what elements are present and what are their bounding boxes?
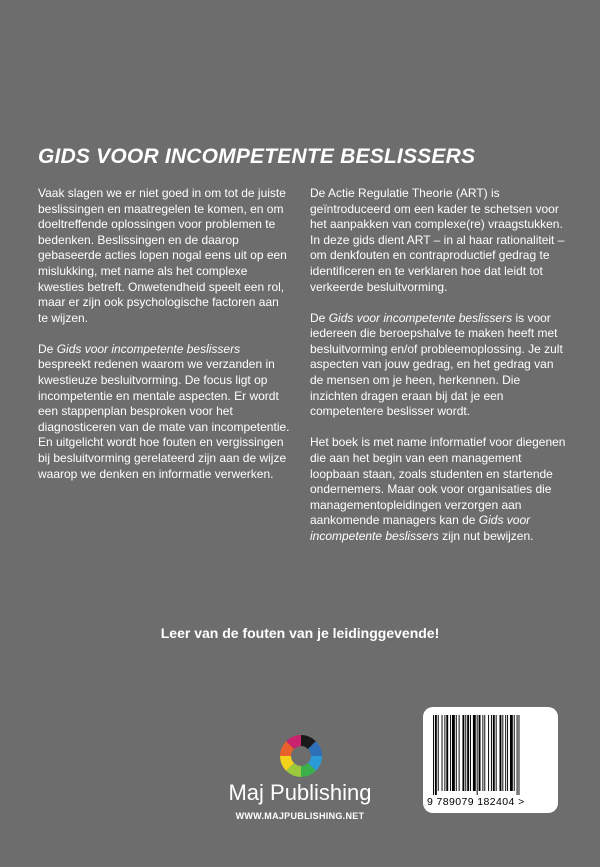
barcode-bar xyxy=(479,715,481,791)
barcode-bar xyxy=(465,715,466,791)
barcode-panel xyxy=(423,707,558,813)
barcode-bar xyxy=(510,715,513,791)
barcode-bar xyxy=(482,715,483,791)
book-title-italic: Gids voor incompetente beslissers xyxy=(56,341,241,356)
barcode-bar xyxy=(467,715,469,791)
barcode-bar xyxy=(444,715,445,791)
barcode-bar xyxy=(507,715,508,791)
right-paragraph-3 xyxy=(310,435,566,544)
text-rest: is voor iedereen die beroepshalve te maken heeft met besluitvorming en/of probleemoplossing. Je zult aspecten van jouw gedrag, en het gedrag van de mensen om je heen, herkennen. Die inzichten dragen eraan bij dat je een competentere beslisser wordt. xyxy=(310,310,563,419)
right-paragraph-2 xyxy=(310,311,566,420)
barcode-bar xyxy=(452,715,455,791)
barcode-bar xyxy=(500,715,502,791)
publisher-name: Maj Publishing xyxy=(228,780,372,805)
barcode-bar xyxy=(470,715,471,791)
barcode-bar xyxy=(493,715,495,791)
tagline: Leer van de fouten van je leidinggevende! xyxy=(160,625,440,641)
barcode-bar xyxy=(505,715,506,791)
left-column xyxy=(38,186,292,498)
barcode-digits: 9 789079 182404 > xyxy=(427,796,525,808)
barcode-bar xyxy=(473,715,476,791)
text-prefix: Het boek is met name informatief voor diegenen die aan het begin van een management loopbaan staan, zoals studenten en startende ondernemers. Maar ook voor organisaties die managementopleidingen verzorgen aan aankomende managers kan de xyxy=(310,435,566,528)
barcode-bar xyxy=(438,715,439,791)
left-paragraph-2 xyxy=(38,342,292,482)
book-title: GIDS VOOR INCOMPETENTE BESLISSERS xyxy=(38,145,476,168)
barcode-bar xyxy=(491,715,492,791)
text-prefix: De xyxy=(310,310,329,325)
barcode-bar xyxy=(477,715,478,795)
barcode-bar xyxy=(442,715,443,791)
barcode-bar xyxy=(435,715,437,795)
text-rest: bespreekt redenen waarom we verzanden in kwestieuze besluitvorming. De focus ligt op incompetentie en mentale aspecten. Er wordt een stappenplan besproken voor het diagnosticeren van de mate van incompetentie. En uitgelicht wordt hoe fouten en vergissingen bij besluitvorming gerelateerd zijn aan de wijze waarop we denken en informatie verwerken. xyxy=(38,357,290,481)
barcode xyxy=(431,715,550,795)
barcode-bar xyxy=(502,715,503,791)
right-column xyxy=(310,186,566,560)
left-paragraph-1: Vaak slagen we er niet goed in om tot de juiste beslissingen en maatregelen te komen, en om doeltreffende oplossingen voor problemen te bedenken. Beslissingen en de daarop gebaseerde acties lopen nogal eens uit op een mislukking, met name als het complexe kwesties betreft. Onwetendheid speelt een rol, maar er zijn ook psychologische factoren aan te wijzen. xyxy=(38,186,287,325)
barcode-bar xyxy=(459,715,460,791)
text-prefix: De xyxy=(38,341,57,356)
barcode-bar xyxy=(446,715,448,791)
book-title-italic: Gids voor incompetente beslissers xyxy=(328,310,513,325)
publisher-logo-icon xyxy=(278,733,324,779)
barcode-bar xyxy=(450,715,451,791)
book-title-italic: Gids voor incompetente beslissers xyxy=(310,513,531,543)
barcode-bar xyxy=(517,715,518,795)
barcode-bar xyxy=(514,715,515,791)
barcode-bar xyxy=(488,715,489,791)
barcode-bar xyxy=(496,715,497,791)
barcode-bar xyxy=(456,715,457,791)
right-paragraph-1: De Actie Regulatie Theorie (ART) is geïntroduceerd om een kader te schetsen voor het aanpakken van complexe(re) vraagstukken. In deze gids dient ART – in al haar rationaliteit – om denkfouten en contraproductief gedrag te identificeren en te verklaren hoe dat leidt tot verkeerde besluitvorming. xyxy=(310,186,565,294)
publisher-url: WWW.MAJPUBLISHING.NET xyxy=(235,811,365,821)
barcode-bar xyxy=(484,715,485,791)
barcode-bar xyxy=(519,715,520,795)
text-rest: zijn nut bewijzen. xyxy=(438,528,534,543)
barcode-bar xyxy=(462,715,464,791)
barcode-bar xyxy=(433,715,434,795)
